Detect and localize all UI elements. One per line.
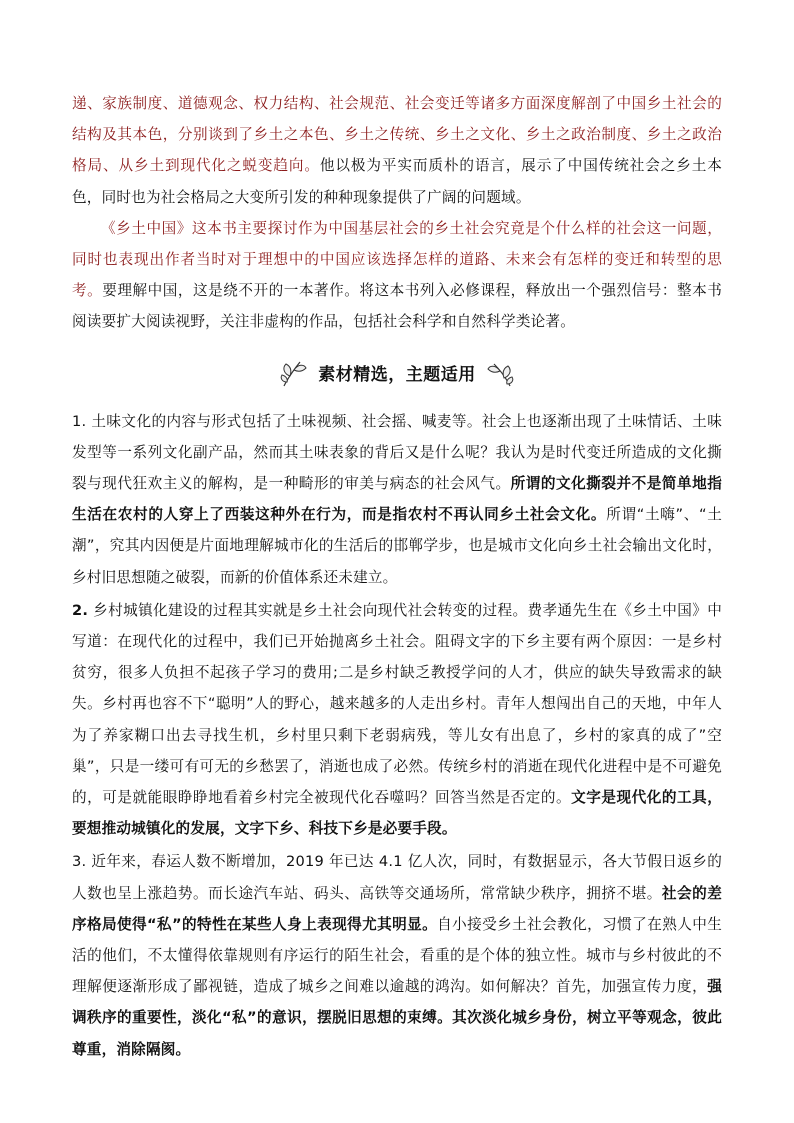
item-number: 1. [72,412,87,430]
item-tail-text: 所谓“土嗨”、“土潮”，究其内因便是片面地理解城市化的生活后的邯郸学步，也是城市文化向乡土社会输出文化时，乡村旧思想随之破裂，而新的价值体系还未建立。 [72,506,722,586]
item-number: 2. [72,601,89,619]
item-text: 土味文化的内容与形式包括了土味视频、社会摇、喊麦等。社会上也逐渐出现了土味情话、土味发型等一系列文化副产品，然而其土味表象的背后又是什么呢？我认为是时代变迁所造成的文化撕裂与现代狂欢主义的解构，是一种畸形的审美与病态的社会风气。 [72,412,722,493]
intro-text: 他以极为平实而质朴的语言，展示了中国传统社会之乡土本色，同时也为社会格局之大变所引发的种种现象提供了广阔的问题域。 [72,157,723,206]
item-bold-text: 所谓的文化撕裂并不是简单地指生活在农村的人穿上了西装这种外在行为，而是指农村不再认同乡土社会文化。 [72,475,722,524]
intro-paragraph-2 [72,213,722,338]
intro-red-text: 递、家族制度、道德观念、权力结构、社会规范、社会变迁等诸多方面深度解剖了中国乡土社会的结构及其本色，分别谈到了乡土之本色、乡土之传统、乡土之文化、乡土之政治制度、乡土之政治格局、从乡土到现代化之蜕变趋向。 [72,95,722,175]
item-bold-text: 文字是现代化的工具，要想推动城镇化的发展，文字下乡、科技下乡是必要手段。 [72,789,722,838]
intro-paragraph-1 [72,88,722,213]
document-page [72,88,722,1065]
section-header [72,344,722,402]
item-tail-text: 自小接受乡土社会教化，习惯了在熟人中生活的他们，不太懂得依靠规则有序运行的陌生社会，看重的是个体的独立性。城市与乡村彼此的不理解便逐渐形成了鄙视链，造成了城乡之间难以逾越的鸿沟。如何解决？首先，加强宣传力度， [72,915,723,996]
intro-red-text-2: 《乡土中国》这本书主要探讨作为中国基层社会的乡土社会究竟是个什么样的社会这一问题，同时也表现出作者当时对于理想中的中国应该选择怎样的道路、未来会有怎样的变迁和转型的思考。 [72,219,722,300]
material-item-3 [72,846,722,1064]
item-bold-text: 社会的差序格局使得“私”的特性在某些人身上表现得尤其明显。 [72,884,722,933]
item-bold-text-2: 强调秩序的重要性，淡化“私”的意识，摆脱旧思想的束缚。其次淡化城乡身份，树立平等观念，彼此尊重，消除隔阂。 [72,978,722,1058]
section-title: 素材精选，主题适用 [318,365,476,386]
material-item-2 [72,595,722,845]
intro-text-2: 要理解中国，这是绕不开的一本著作。将这本书列入必修课程，释放出一个强烈信号：整本书阅读要扩大阅读视野，关注非虚构的作品，包括社会科学和自然科学类论著。 [72,282,722,331]
item-text: 乡村城镇化建设的过程其实就是乡土社会向现代社会转变的过程。费孝通先生在《乡土中国》中写道：在现代化的过程中，我们已开始抛离乡土社会。阻碍文字的下乡主要有两个原因：一是乡村贫穷，很多人负担不起孩子学习的费用;二是乡村缺乏教授学问的人才，供应的缺失导致需求的缺失。乡村再也容不下“聪明”人的野心，越来越多的人走出乡村。青年人想闯出自己的天地，中年人为了养家糊口出去寻找生机，乡村里只剩下老弱病残，等儿女有出息了，乡村的家真的成了”空巢”，只是一缕可有可无的乡愁罢了，消逝也成了必然。传统乡村的消逝在现代化进程中是不可避免的，可是就能眼睁睁地看着乡村完全被现代化吞噬吗？回答当然是否定的。 [72,601,722,807]
material-item-1 [72,406,722,593]
item-number: 3. [72,853,87,871]
leaf-ornament-icon [278,356,308,390]
item-text: 近年来，春运人数不断增加，2019 年已达 4.1 亿人次，同时，有数据显示，各大节假日返乡的人数也呈上涨趋势。而长途汽车站、码头、高铁等交通场所，常常缺少秩序，拥挤不堪。 [72,853,722,902]
leaf-ornament-icon [486,356,516,390]
